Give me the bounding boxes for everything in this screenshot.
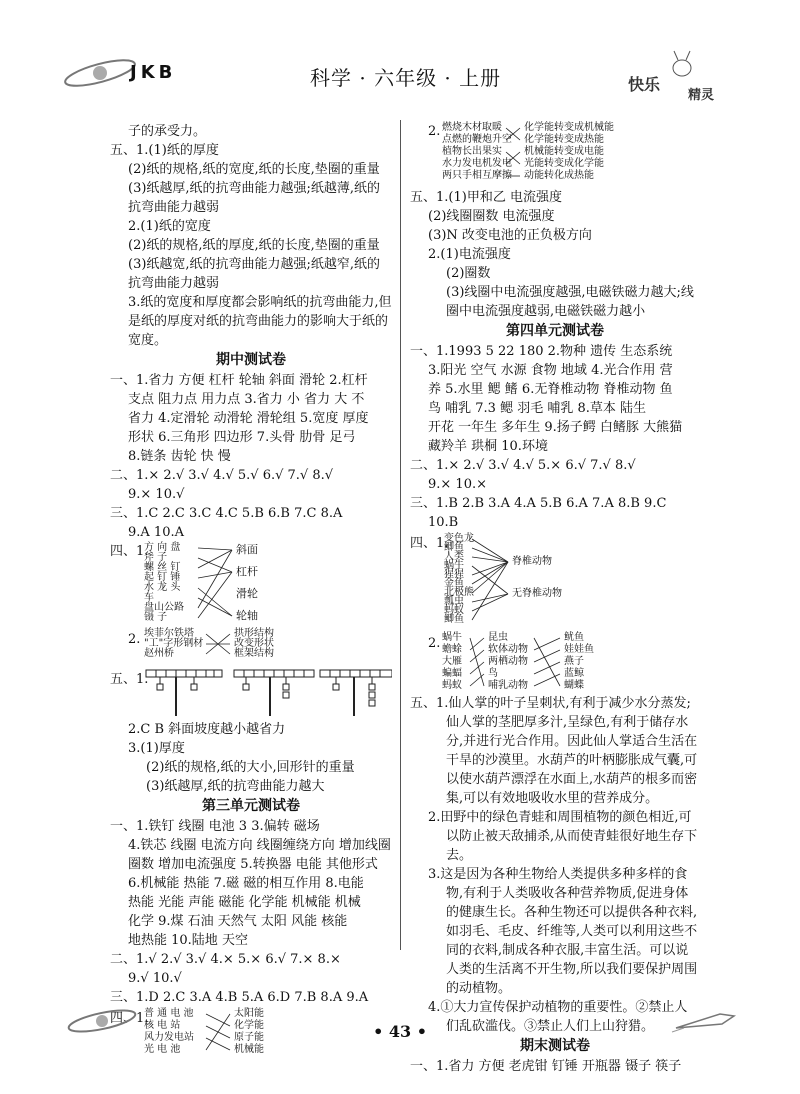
match-item: 植物长出果实 xyxy=(442,146,502,157)
text-line: 一、1.1993 5 22 180 2.物种 遗传 生态系统 xyxy=(410,344,673,359)
text-line: (2)圈数 xyxy=(446,266,491,281)
text-paragraph: 4.①大力宣传保护动植物的重要性。②禁止人们乱砍滥伐。③禁止人们上山狩猎。 xyxy=(428,1000,688,1034)
text-line: 鸟 哺乳 7.3 鳃 羽毛 哺乳 8.草本 陆生 xyxy=(428,401,647,416)
match-item: 瓢虫 xyxy=(444,596,464,607)
text-line: 2.C B 斜面坡度越小越省力 xyxy=(128,722,286,737)
logo-text-sprite: 精灵 xyxy=(688,88,715,103)
page-header xyxy=(0,40,800,120)
text-line: 一、1.铁钉 线圈 电池 3 3.偏转 磁场 xyxy=(110,819,320,834)
match-target: 改变形状 xyxy=(234,638,274,649)
text-line: 4.铁芯 线圈 电流方向 线圈缠绕方向 增加线圈 xyxy=(128,838,391,853)
matching-diagram-structures xyxy=(110,626,392,664)
match-item: 斧 子 xyxy=(144,552,168,563)
text-line: (2)纸的规格,纸的厚度,纸的长度,垫圈的重量 xyxy=(128,238,380,253)
match-target: 化学能转变成热能 xyxy=(524,134,604,145)
text-line: 养 5.水里 鳃 鳍 6.无脊椎动物 脊椎动物 鱼 xyxy=(428,382,673,397)
match-item: 水力发电机发电 xyxy=(442,158,512,169)
text-line: 化学 9.煤 石油 天然气 太阳 风能 核能 xyxy=(128,914,348,929)
text-line: 省力 4.定滑轮 动滑轮 滑轮组 5.宽度 厚度 xyxy=(128,411,369,426)
rocket-icon xyxy=(670,1000,740,1040)
match-item: "工"字形钢材 xyxy=(144,638,204,649)
text-line: 子的承受力。 xyxy=(128,124,207,139)
match-target: 化学能转变成机械能 xyxy=(524,122,614,133)
match-target: 原子能 xyxy=(234,1032,264,1043)
match-target: 蓝鲸 xyxy=(564,668,584,679)
page-title: 科学 · 六年级 · 上册 xyxy=(310,66,502,90)
match-item: 变色龙 xyxy=(444,533,474,544)
text-line: 一、1.省力 方便 老虎钳 钉锤 开瓶器 镊子 筷子 xyxy=(410,1059,682,1074)
text-line: 二、1.√ 2.√ 3.√ 4.× 5.× 6.√ 7.× 8.× xyxy=(110,952,341,967)
text-line: 3.(1)厚度 xyxy=(128,741,185,756)
text-line: 五、1.(1)甲和乙 电流强度 xyxy=(410,190,562,205)
text-line: 三、1.B 2.B 3.A 4.A 5.B 6.A 7.A 8.B 9.C xyxy=(410,496,667,511)
text-line: 二、1.× 2.√ 3.√ 4.√ 5.× 6.√ 7.√ 8.√ xyxy=(410,458,636,473)
match-target: 鱿鱼 xyxy=(564,632,584,643)
text-paragraph: 五、1.仙人掌的叶子呈刺状,有利于减少水分蒸发;仙人掌的茎肥厚多汁,呈绿色,有利于储存水分,并进行光合作用。因此仙人掌适合生活在干旱的沙漠里。水葫芦的叶柄膨胀成气囊,可以使水葫芦漂浮在水面上,水葫芦的根多而密集,可以有效地吸收水里的营养成分。 xyxy=(410,696,698,806)
matching-diagram-machines xyxy=(110,542,392,626)
text-line: 地热能 10.陆地 天空 xyxy=(128,933,248,948)
planet-orbit-icon xyxy=(60,48,140,98)
text-line: 6.机械能 热能 7.磁 磁的相互作用 8.电能 xyxy=(128,876,364,891)
text-line: (3)线圈中电流强度越强,电磁铁磁力越大;线圈中电流强度越弱,电磁铁磁力越小 xyxy=(446,285,694,319)
question-number: 五、1. xyxy=(110,672,149,687)
match-item: 埃菲尔铁塔 xyxy=(144,628,194,639)
lever-balance-diagrams xyxy=(110,664,392,720)
match-item: 镊 子 xyxy=(144,612,168,623)
match-target: 太阳能 xyxy=(234,1008,264,1019)
match-item: 猩猩 xyxy=(444,569,464,580)
match-target: 机械能 xyxy=(234,1044,264,1055)
happy-sprite-logo xyxy=(628,50,738,110)
text-line: 3.阳光 空气 水源 食物 地域 4.光合作用 营 xyxy=(428,363,673,378)
match-item: 鲫鱼 xyxy=(444,614,464,625)
match-item: 蚂蚁 xyxy=(442,680,462,691)
text-line: 三、1.C 2.C 3.C 4.C 5.B 6.B 7.C 8.A xyxy=(110,506,343,521)
question-number: 2. xyxy=(428,124,441,139)
match-target: 脊椎动物 xyxy=(512,556,552,567)
match-target: 轮轴 xyxy=(236,609,258,622)
match-category: 鸟 xyxy=(488,668,498,679)
rabbit-mascot-icon xyxy=(668,50,708,80)
question-number: 2. xyxy=(128,632,141,647)
section-title-unit3: 第三单元测试卷 xyxy=(202,798,300,814)
left-column xyxy=(110,122,392,1059)
text-line: (2)线圈圈数 电流强度 xyxy=(428,209,555,224)
text-line: (2)纸的规格,纸的宽度,纸的长度,垫圈的重量 xyxy=(128,162,380,177)
text-line: 一、1.省力 方便 杠杆 轮轴 斜面 滑轮 2.杠杆 xyxy=(110,373,368,388)
text-line: 2.(1)纸的宽度 xyxy=(128,219,211,234)
text-line: 9.√ 10.√ xyxy=(128,971,182,986)
match-item: 两只手相互摩擦 xyxy=(442,170,512,181)
match-item: 蚂蚁 xyxy=(444,605,464,616)
match-target: 动能转化成热能 xyxy=(524,170,594,181)
match-item: 风力发电站 xyxy=(144,1032,194,1043)
text-paragraph: 2.田野中的绿色青蛙和周围植物的颜色相近,可以防止被天敌捕杀,从而使青蛙很好地生存下去。 xyxy=(428,810,698,863)
match-item: 盘山公路 xyxy=(144,602,184,613)
match-item: 蟾蜍 xyxy=(442,644,462,655)
match-target: 光能转变成化学能 xyxy=(524,158,604,169)
text-line: 9.× 10.× xyxy=(428,477,487,492)
match-target: 燕子 xyxy=(564,656,584,667)
section-title-final: 期末测试卷 xyxy=(520,1038,590,1054)
text-line: 藏羚羊 珙桐 10.环境 xyxy=(428,439,548,454)
text-line: (3)N 改变电池的正负极方向 xyxy=(428,228,592,243)
match-item: 方 向 盘 xyxy=(144,542,181,553)
text-line: 10.B xyxy=(428,515,459,530)
match-item: 北极熊 xyxy=(444,587,474,598)
match-item: 赵州桥 xyxy=(144,648,174,659)
match-item: 金鱼 xyxy=(444,578,464,589)
match-item: 水 龙 头 xyxy=(144,582,181,593)
match-category: 哺乳动物 xyxy=(488,680,528,691)
match-item: 普 通 电 池 xyxy=(144,1008,194,1019)
question-number: 四、1. xyxy=(410,536,449,551)
text-line: 热能 光能 声能 磁能 化学能 机械能 机械 xyxy=(128,895,361,910)
match-target: 机械能转变成电能 xyxy=(524,146,604,157)
match-item: 螺 丝 钉 xyxy=(144,562,181,573)
text-line: 8.链条 齿轮 快 慢 xyxy=(128,449,231,464)
match-target: 无脊椎动物 xyxy=(512,588,562,599)
match-category: 软体动物 xyxy=(488,644,528,655)
match-target: 娃娃鱼 xyxy=(564,644,594,655)
match-item: 点燃的鞭炮升空 xyxy=(442,134,512,145)
section-title-unit4: 第四单元测试卷 xyxy=(506,323,604,339)
text-line: 9.× 10.√ xyxy=(128,487,185,502)
match-category: 两栖动物 xyxy=(488,656,528,667)
page-number: • 43 • xyxy=(373,1022,427,1041)
text-line: 形状 6.三角形 四边形 7.头骨 肋骨 足弓 xyxy=(128,430,356,445)
match-item: 燃烧木材取暖 xyxy=(442,122,502,133)
text-line: 五、1.(1)纸的厚度 xyxy=(110,143,219,158)
text-line: 圈数 增加电流强度 5.转换器 电能 其他形式 xyxy=(128,857,378,872)
text-line: (3)纸越宽,纸的抗弯曲能力越强;纸越窄,纸的抗弯曲能力越弱 xyxy=(128,257,381,291)
matching-diagram-energy-conversion xyxy=(410,122,700,188)
text-line: (3)纸越厚,纸的抗弯曲能力越大 xyxy=(146,779,325,794)
match-item: 大雁 xyxy=(442,656,462,667)
text-line: 2.(1)电流强度 xyxy=(428,247,511,262)
match-item: 蝙蝠 xyxy=(442,668,462,679)
match-item: 光 电 池 xyxy=(144,1044,181,1055)
text-line: 三、1.D 2.C 3.A 4.B 5.A 6.D 7.B 8.A 9.A xyxy=(110,990,369,1005)
text-line: 3.纸的宽度和厚度都会影响纸的抗弯曲能力,但是纸的厚度对纸的抗弯曲能力的影响大于纸的宽度。 xyxy=(128,295,392,348)
matching-diagram-vertebrates xyxy=(410,532,700,632)
match-item: 蜗牛 xyxy=(444,560,464,571)
match-target: 斜面 xyxy=(236,543,258,556)
match-target: 化学能 xyxy=(234,1020,264,1031)
text-line: (2)纸的规格,纸的大小,回形针的重量 xyxy=(146,760,355,775)
match-target: 滑轮 xyxy=(236,587,258,600)
match-item: 核 电 站 xyxy=(144,1020,181,1031)
text-line: 支点 阻力点 用力点 3.省力 小 省力 大 不 xyxy=(128,392,365,407)
right-column xyxy=(410,122,700,1076)
match-category: 昆虫 xyxy=(488,632,508,643)
question-number: 四、1. xyxy=(110,1011,149,1026)
match-item: 鲫鱼 xyxy=(444,542,464,553)
matching-diagram-animal-classes xyxy=(410,632,700,694)
match-target: 蝴蝶 xyxy=(564,680,584,691)
text-line: 9.A 10.A xyxy=(128,525,184,540)
text-line: 开花 一年生 多年生 9.扬子鳄 白鳍豚 大熊猫 xyxy=(428,420,683,435)
match-item: 人类 xyxy=(444,551,464,562)
brand-logo: JKB xyxy=(130,62,177,83)
column-divider xyxy=(400,120,401,950)
match-target: 框架结构 xyxy=(234,648,274,659)
logo-text-happy: 快乐 xyxy=(628,75,661,94)
question-number: 四、1. xyxy=(110,544,149,559)
match-target: 杠杆 xyxy=(236,565,258,578)
text-paragraph: 3.这是因为各种生物给人类提供多种多样的食物,有利于人类吸收各种营养物质,促进身体的健康生长。各种生物还可以提供各种衣料,如羽毛、毛皮、纤维等,人类可以利用这些不同的衣料,制成各种衣服,丰富生活。可以说人类的生活离不开生物,所以我们要保护周围的动植物。 xyxy=(428,867,698,996)
section-title-midterm: 期中测试卷 xyxy=(216,352,286,368)
match-item: 车 xyxy=(144,592,154,603)
match-item: 蜗牛 xyxy=(442,632,462,643)
match-item: 起 钉 锤 xyxy=(144,572,181,583)
lever-diagram-drawing xyxy=(110,664,392,720)
text-line: 二、1.× 2.√ 3.√ 4.√ 5.√ 6.√ 7.√ 8.√ xyxy=(110,468,334,483)
match-target: 拱形结构 xyxy=(234,628,274,639)
text-line: (3)纸越厚,纸的抗弯曲能力越强;纸越薄,纸的抗弯曲能力越弱 xyxy=(128,181,381,215)
question-number: 2. xyxy=(428,636,441,651)
